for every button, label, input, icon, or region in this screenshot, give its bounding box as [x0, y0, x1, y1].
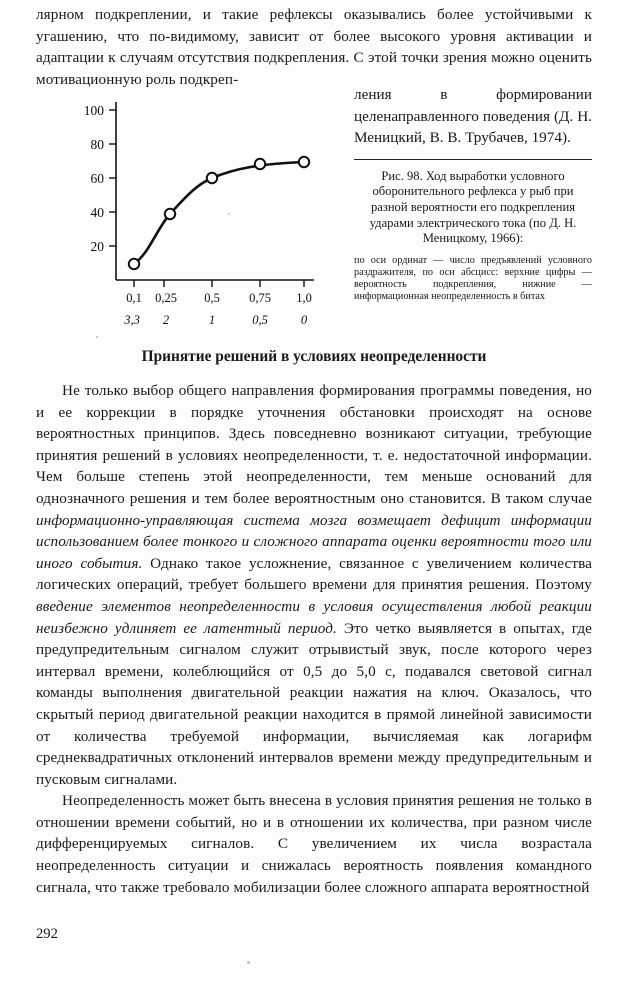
- svg-text:2: 2: [162, 313, 170, 327]
- chart-curve: [134, 162, 304, 264]
- figure-block: [36, 84, 592, 344]
- svg-text:0,5: 0,5: [204, 291, 220, 305]
- page-number: 292: [36, 926, 58, 942]
- svg-text:0,5: 0,5: [252, 313, 268, 327]
- section-heading: Принятие решений в условиях неопределенности: [141, 348, 487, 365]
- run-normal-3: Это четко выявляется в опытах, где предупредительным сигналом служит отрывистый звук, после которого через интервал времени, колеблющийся от 0,5 до 5,0 с, подавался световой сигнал команды выполнения двигательной реакции нажатия на ключ. Оказалось, что скрытый период двигательной реакции находится в прямой линейной зависимости от количества требуемой информации, вычисляемая как логарифм среднеквадратичных отклонений интервалов времени между предупредительным и пусковым сигналами.: [36, 619, 592, 788]
- chart-svg: [46, 84, 346, 334]
- svg-text:0,1: 0,1: [126, 291, 142, 305]
- scan-speck: [247, 961, 250, 964]
- svg-text:80: 80: [90, 137, 104, 152]
- figure-caption-text: Рис. 98. Ход выработки условного оборонительного рефлекса у рыб при разной вероятности его подкрепления ударами электрического тока (по Д. Н. Меницкому, 1966):: [369, 168, 577, 246]
- scan-speck: [96, 336, 98, 338]
- run-italic-1: информационно-управляющая система мозга возмещает дефицит информации использованием более тонкого и сложного аппарата оценки вероятности того или иного события.: [36, 511, 592, 572]
- svg-text:40: 40: [90, 205, 104, 220]
- svg-text:60: 60: [90, 171, 104, 186]
- svg-text:20: 20: [90, 239, 104, 254]
- paragraph-1: [36, 380, 592, 790]
- top-paragraph-block: [36, 4, 592, 90]
- run-normal-4: Неопределенность может быть внесена в условия принятия решения не только в отношении времени событий, но и в отношении их количества, при разном числе дифференцируемых сигналов. С увеличением их числа возрастала неопределенность ситуации и снижалась вероятность появления командного сигнала, что также требовало мобилизации более сложного аппарата вероятностной: [36, 792, 592, 896]
- caption-continuation-text: ления в формировании целенаправленного поведения (Д. Н. Меницкий, В. В. Трубачев, 1974).: [354, 86, 592, 147]
- chart-markers: [129, 157, 309, 269]
- svg-text:0,25: 0,25: [155, 291, 177, 305]
- svg-text:1,0: 1,0: [296, 291, 312, 305]
- y-ticks: [109, 110, 116, 246]
- paragraph-2: [36, 790, 592, 898]
- run-normal-2: Однако такое усложнение, связанное с увеличением количества логических операций, требует большего времени для принятия решения. Поэтому: [36, 554, 593, 594]
- svg-text:100: 100: [83, 103, 104, 118]
- svg-text:0: 0: [300, 313, 308, 327]
- y-tick-labels: [84, 103, 105, 254]
- scan-speck: [228, 213, 230, 215]
- run-italic-2: введение элементов неопределенности в условия осуществления любой реакции неизбежно удлиняет ее латентный период.: [36, 597, 592, 637]
- x-tick-labels-bottom: [123, 313, 308, 327]
- svg-text:0,75: 0,75: [249, 291, 271, 305]
- figure-caption-column: [354, 84, 592, 304]
- top-paragraph: лярном подкреплении, и такие рефлексы оказывались более устойчивыми к угашению, что по-видимому, зависит от более высокого уровня активации и адаптации к случаям отсутствия подкрепления. С этой точки зрения можно оценить мотивационную роль подкреп-: [36, 6, 592, 88]
- main-text-body: [36, 380, 592, 898]
- figure-caption-note: по оси ординат — число предъявлений условного раздражителя, по оси абсцисс: верхние цифры — вероятность подкрепления, нижние — информационная неопределенность в битах: [354, 254, 592, 303]
- x-tick-labels-top: [126, 291, 312, 305]
- x-ticks: [134, 280, 304, 287]
- run-normal-1: Не только выбор общего направления формирования программы поведения, но и ее коррекции в порядке уточнения обстановки происходят на основе вероятностных принципов. Здесь повседневно возникают ситуации, требующие принятия решений в условиях неопределенности, т. е. недостаточной информации. Чем больше степень этой неопределенности, тем меньше оснований для однозначного решения и тем более вероятностным оно становится. В таком случае: [36, 382, 592, 507]
- caption-divider: [354, 159, 592, 160]
- svg-text:1: 1: [208, 313, 216, 327]
- figure-chart: [46, 84, 346, 334]
- svg-text:3,3: 3,3: [124, 313, 140, 327]
